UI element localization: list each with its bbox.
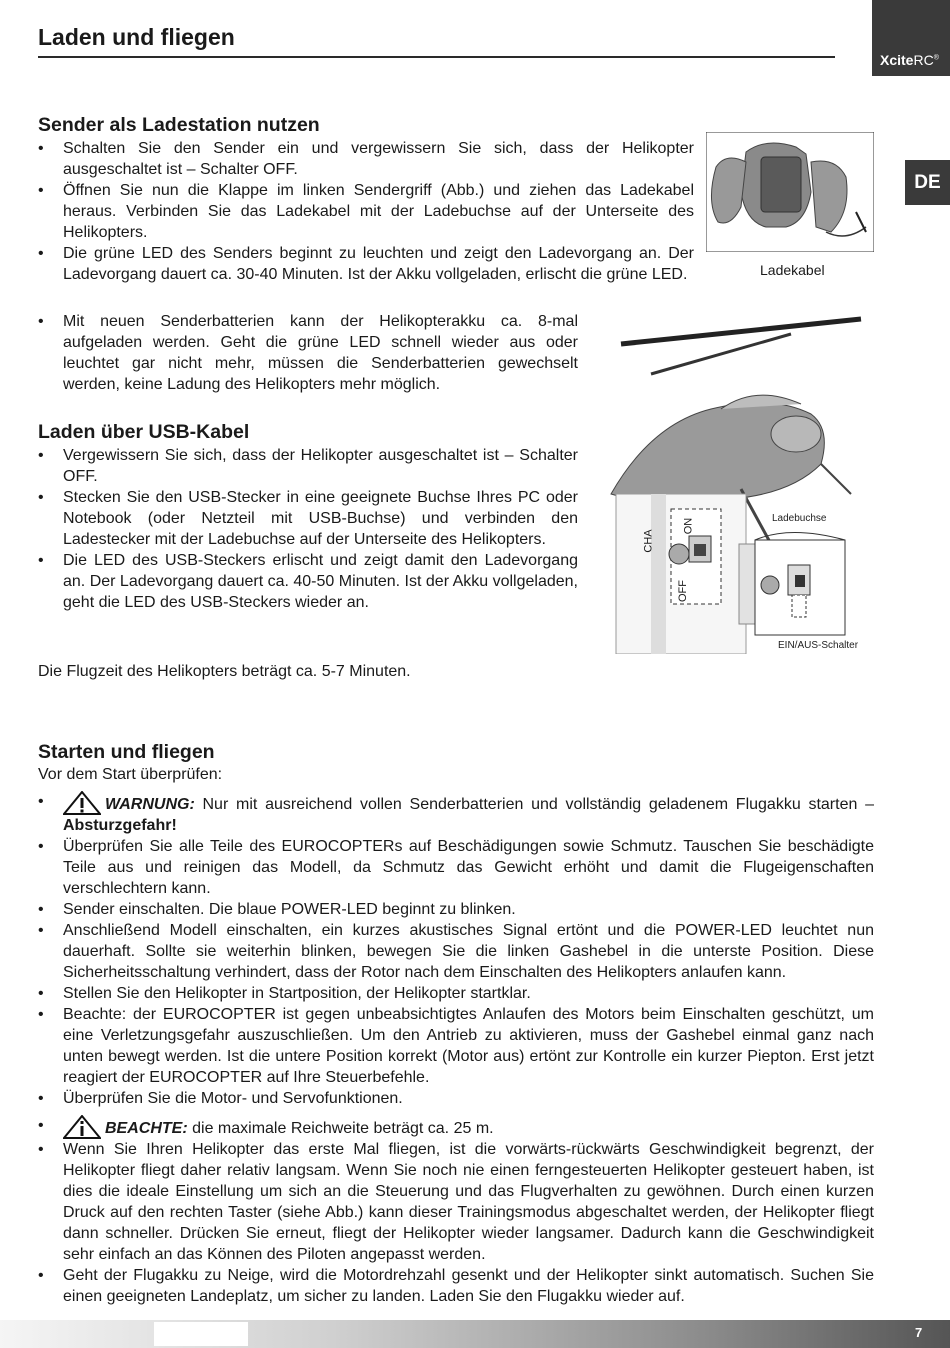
ladekabel-label: Ladekabel <box>760 262 825 278</box>
footer-bar <box>0 1320 950 1348</box>
list-item: • Sender einschalten. Die blaue POWER-LED beginnt zu blinken. <box>38 899 874 920</box>
list-item: • Beachte: der EUROCOPTER ist gegen unbeabsichtigtes Anlaufen des Motors beim Einschalten geschützt, um eine Verletzungsgefahr auszuschließen. Um den Antrieb zu aktivieren, muss der Gashebel einmal ganz nach unten bewegt werden. Ist die untere Position korrekt (Motor aus) ertönt zur Kontrolle ein kurzer Piepton. Erst jetzt reagiert der EUROCOPTER auf Ihre Steuerbefehle. <box>38 1004 874 1088</box>
warning-bold: Absturzgefahr! <box>63 817 177 834</box>
list-item: • Die grüne LED des Senders beginnt zu leuchten und zeigt den Ladevorgang an. Der Ladevorgang dauert ca. 30-40 Minuten. Ist der Akku vollgeladen, erlischt die grüne LED. <box>38 243 694 285</box>
list-item: • Wenn Sie Ihren Helikopter das erste Mal fliegen, ist die vorwärts-rückwärts Geschwindigkeit begrenzt, der Helikopter fliegt daher relativ langsam. Wenn Sie noch nie einen ferngesteuerten Helikopter gesteuert haben, ist dies die ideale Einstellung um sich an die Steuerung und das Flugverhalten zu gewöhnen. Durch einen kurzen Druck auf den rechten Taster (siehe Abb.) kann dieser Trainingsmodus abgeschaltet werden, der Helikopter fliegt dann schneller. Drücken Sie erneut, fliegt der Helikopter wieder langsamer. Dadurch kann die Geschwindigkeit sehr einfach an das Können des Piloten angepasst werden. <box>38 1139 874 1265</box>
ladebuchse-label: Ladebuchse <box>772 513 827 524</box>
list-item: • Vergewissern Sie sich, dass der Helikopter ausgeschaltet ist – Schalter OFF. <box>38 445 578 487</box>
note-text: die maximale Reichweite beträgt ca. 25 m. <box>187 1120 494 1137</box>
warning-icon <box>63 791 101 815</box>
list-item: • Überprüfen Sie alle Teile des EUROCOPTERs auf Beschädigungen sowie Schmutz. Tauschen Sie beschädigte Teile aus und reinigen das Modell, da Schmutz das Gewicht erhöht und damit die Flugeigenschaften verschlechtern kann. <box>38 836 874 899</box>
note-label: BEACHTE: <box>105 1120 188 1137</box>
warning-label: WARNUNG: <box>105 796 195 813</box>
section-heading: Laden über USB-Kabel <box>38 421 250 443</box>
brand-light: RC <box>913 52 934 68</box>
list-item: • Die LED des USB-Steckers erlischt und zeigt damit den Ladevorgang an. Der Ladevorgang dauert ca. 40-50 Minuten. Ist der Akku vollgeladen, geht die LED des USB-Steckers wieder an. <box>38 550 578 613</box>
section-charging-transmitter-cont <box>38 311 578 395</box>
list-item: • Geht der Flugakku zu Neige, wird die Motordrehzahl gesenkt und der Helikopter sinkt automatisch. Suchen Sie einen geeigneten Landeplatz, um sicher zu landen. Laden Sie den Flugakku wieder auf. <box>38 1265 874 1307</box>
header-rule <box>38 56 835 58</box>
section-start-fly <box>38 741 874 1307</box>
list-item: • Überprüfen Sie die Motor- und Servofunktionen. <box>38 1088 874 1109</box>
info-icon <box>63 1115 101 1139</box>
transmitter-figure <box>706 132 874 252</box>
on-label: ON <box>682 517 695 535</box>
page-title: Laden und fliegen <box>38 24 235 50</box>
switch-closeup-figure <box>750 530 850 640</box>
list-item: • Öffnen Sie nun die Klappe im linken Sendergriff (Abb.) und ziehen das Ladekabel heraus. Verbinden Sie das Ladekabel mit der Ladebuchse auf der Unterseite des Helikopters. <box>38 180 694 243</box>
section-intro: Vor dem Start überprüfen: <box>38 766 223 783</box>
bullet-list <box>38 138 694 285</box>
section-charging-transmitter <box>38 114 694 285</box>
bullet-list <box>38 445 578 613</box>
switch-label: EIN/AUS-Schalter <box>778 640 859 651</box>
list-item: • Stellen Sie den Helikopter in Startposition, der Helikopter startklar. <box>38 983 874 1004</box>
list-item: • Stecken Sie den USB-Stecker in eine geeignete Buchse Ihres PC oder Notebook (oder Netzteil mit USB-Buchse) und verbinden den Ladestecker mit der Ladebuchse auf der Unterseite des Helikopters. <box>38 487 578 550</box>
bullet-list <box>38 791 874 1307</box>
language-tab: DE <box>905 160 950 205</box>
list-item: • Schalten Sie den Sender ein und vergewissern Sie sich, dass der Helikopter ausgeschaltet ist – Schalter OFF. <box>38 138 694 180</box>
warning-text: Nur mit ausreichend vollen Senderbatterien und vollständig geladenem Flugakku starten – <box>194 796 874 813</box>
warning-item <box>38 791 874 836</box>
section-charging-usb <box>38 421 578 613</box>
brand-mark: ® <box>933 54 939 62</box>
footer-block <box>154 1322 248 1346</box>
brand-logo <box>872 0 950 76</box>
note-item <box>38 1115 874 1139</box>
cha-label: CHA <box>642 529 655 553</box>
flight-time-text: Die Flugzeit des Helikopters beträgt ca. 5-7 Minuten. <box>38 663 411 680</box>
section-heading: Sender als Ladestation nutzen <box>38 114 320 136</box>
off-label: OFF <box>677 580 689 602</box>
brand-bold: Xcite <box>880 52 914 68</box>
list-item: • Anschließend Modell einschalten, ein kurzes akustisches Signal ertönt und die POWER-LED leuchtet nun dauerhaft. Sollte sie weiterhin blinken, bewegen Sie die linken Gashebel in die unterste Position. Diese Sicherheitsschaltung verhindert, dass der Rotor nach dem Einschalten des Helikopters anlaufen kann. <box>38 920 874 983</box>
list-item: • Mit neuen Senderbatterien kann der Helikopterakku ca. 8-mal aufgeladen werden. Geht die grüne LED schnell wieder aus oder leuchtet gar nicht mehr, müssen die Senderbatterien gewechselt werden, keine Ladung des Helikopters mehr möglich. <box>38 311 578 395</box>
page-number: 7 <box>915 1325 923 1340</box>
section-heading: Starten und fliegen <box>38 741 215 763</box>
